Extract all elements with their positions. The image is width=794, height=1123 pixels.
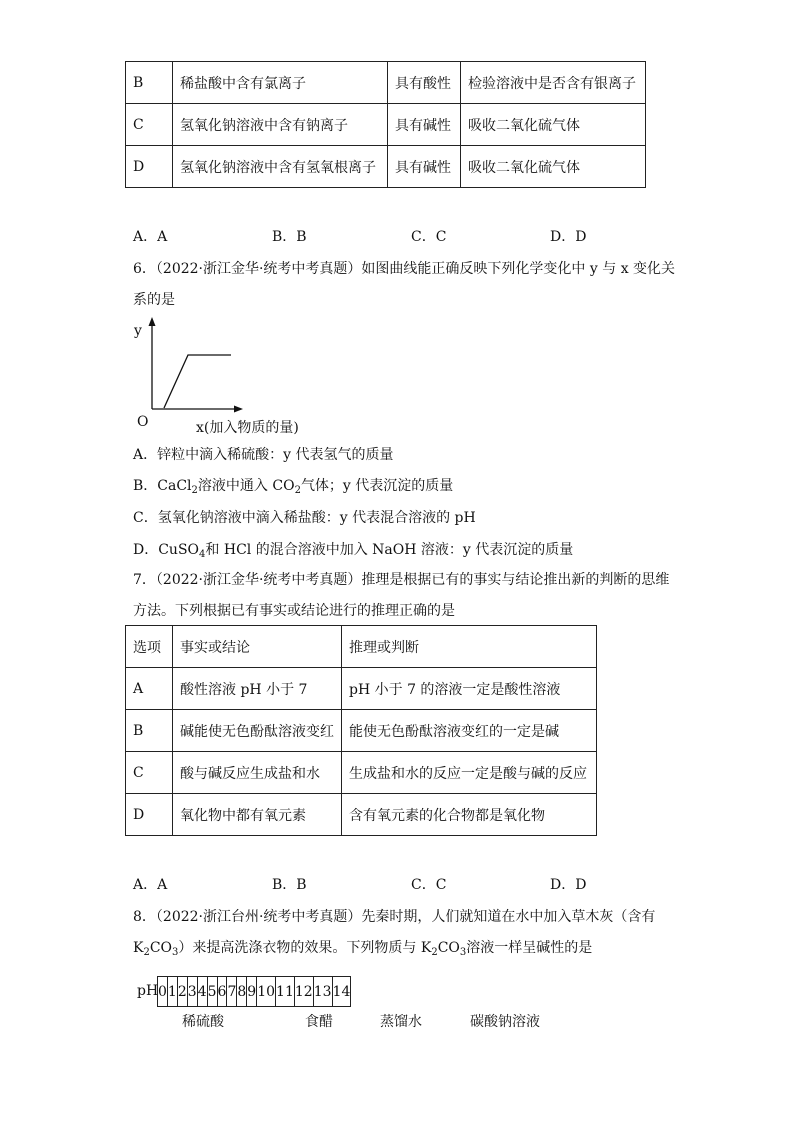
ph-cell: 9 xyxy=(247,977,257,1007)
ph-scale-table xyxy=(157,976,351,1007)
ph-cell: 5 xyxy=(207,977,217,1007)
q6-choice-d-text: D．CuSO xyxy=(133,542,200,558)
ph-cell: 11 xyxy=(276,977,295,1007)
ph-cell: 13 xyxy=(313,977,332,1007)
q7-cell-opt: A xyxy=(126,668,173,710)
ph-cell: 0 xyxy=(158,977,168,1007)
q7-cell-inference: 含有氧元素的化合物都是氧化物 xyxy=(342,794,597,836)
ph-cell: 6 xyxy=(217,977,227,1007)
q6-choice-b-text: B．CaCl xyxy=(133,478,192,494)
q5-option-d[interactable]: D．D xyxy=(550,229,587,245)
q5-option-c[interactable]: C．C xyxy=(411,229,447,245)
q7-stem-line1: 7．（2022·浙江金华·统考中考真题）推理是根据已有的事实与结论推出新的判断的思维 xyxy=(133,572,670,588)
subscript: 3 xyxy=(459,947,467,958)
q6-graph xyxy=(128,312,318,437)
ph-annotation-distilled-water: 蒸馏水 xyxy=(380,1014,422,1030)
q7-cell-opt: D xyxy=(126,794,173,836)
q5-cell-fact: 氢氧化钠溶液中含有钠离子 xyxy=(173,104,388,146)
y-axis-arrow-icon xyxy=(149,317,156,326)
subscript: 2 xyxy=(143,947,150,958)
ph-annotation-sodium-carbonate: 碳酸钠溶液 xyxy=(470,1014,540,1030)
q5-cell-use: 检验溶液中是否含有银离子 xyxy=(461,62,646,104)
ph-cell: 3 xyxy=(187,977,197,1007)
q6-stem-line2: 系的是 xyxy=(133,292,175,308)
subscript: 2 xyxy=(191,485,198,496)
q7-cell-fact: 酸与碱反应生成盐和水 xyxy=(173,752,342,794)
q8-stem-text: ）来提高洗涤衣物的效果。下列物质与 K xyxy=(178,940,432,956)
q5-table xyxy=(125,61,646,188)
ph-annotation-vinegar: 食醋 xyxy=(305,1014,333,1030)
q8-stem-line2 xyxy=(133,937,592,957)
q6-choice-d-text: 和 HCl 的混合溶液中加入 NaOH 溶液：y 代表沉淀的质量 xyxy=(205,542,574,558)
q5-cell-opt: D xyxy=(126,146,173,188)
ph-scale-row xyxy=(158,977,351,1007)
q7-header-fact: 事实或结论 xyxy=(173,626,342,668)
table-row xyxy=(126,752,597,794)
ph-cell: 4 xyxy=(197,977,207,1007)
q8-stem-text: K xyxy=(133,940,144,956)
subscript: 4 xyxy=(199,549,206,560)
table-row xyxy=(126,104,646,146)
q5-cell-opt: B xyxy=(126,62,173,104)
graph-y-label: y xyxy=(134,323,142,339)
x-axis-arrow-icon xyxy=(234,406,243,413)
table-header-row xyxy=(126,626,597,668)
q5-option-b[interactable]: B．B xyxy=(272,229,307,245)
q7-cell-opt: C xyxy=(126,752,173,794)
q7-header-opt: 选项 xyxy=(126,626,173,668)
q5-cell-fact: 氢氧化钠溶液中含有氢氧根离子 xyxy=(173,146,388,188)
subscript: 2 xyxy=(294,485,301,496)
table-row xyxy=(126,146,646,188)
q7-cell-inference: 能使无色酚酞溶液变红的一定是碱 xyxy=(342,710,597,752)
q8-stem-text: CO xyxy=(437,940,460,956)
q7-stem-line2: 方法。下列根据已有事实或结论进行的推理正确的是 xyxy=(133,603,455,619)
subscript: 2 xyxy=(431,947,438,958)
graph-x-label: x(加入物质的量) xyxy=(196,420,299,436)
q7-cell-opt: B xyxy=(126,710,173,752)
q5-cell-use: 吸收二氧化硫气体 xyxy=(461,104,646,146)
q7-option-a[interactable]: A．A xyxy=(133,877,168,893)
q7-header-inference: 推理或判断 xyxy=(342,626,597,668)
q7-option-c[interactable]: C．C xyxy=(411,877,447,893)
q5-answer-options xyxy=(133,226,693,246)
q5-option-a[interactable]: A．A xyxy=(133,229,168,245)
ph-cell: 7 xyxy=(227,977,237,1007)
table-row xyxy=(126,62,646,104)
table-row xyxy=(126,794,597,836)
q7-cell-inference: pH 小于 7 的溶液一定是酸性溶液 xyxy=(342,668,597,710)
ph-cell: 12 xyxy=(294,977,313,1007)
q7-cell-fact: 碱能使无色酚酞溶液变红 xyxy=(173,710,342,752)
q7-cell-fact: 氧化物中都有氧元素 xyxy=(173,794,342,836)
q8-stem-line1: 8．（2022·浙江台州·统考中考真题）先秦时期，人们就知道在水中加入草木灰（含有 xyxy=(133,909,656,925)
graph-curve xyxy=(164,355,231,408)
ph-cell: 8 xyxy=(237,977,247,1007)
q7-option-b[interactable]: B．B xyxy=(272,877,307,893)
q6-choice-c[interactable]: C．氢氧化钠溶液中滴入稀盐酸：y 代表混合溶液的 pH xyxy=(133,510,476,526)
q7-answer-options xyxy=(133,874,693,894)
q5-cell-fact: 稀盐酸中含有氯离子 xyxy=(173,62,388,104)
ph-cell: 10 xyxy=(257,977,276,1007)
q6-choice-b[interactable] xyxy=(133,475,453,495)
q6-stem-line1: 6．（2022·浙江金华·统考中考真题）如图曲线能正确反映下列化学变化中 y 与 x 变化关 xyxy=(133,261,676,277)
q7-cell-inference: 生成盐和水的反应一定是酸与碱的反应 xyxy=(342,752,597,794)
q5-cell-property: 具有碱性 xyxy=(388,104,461,146)
q5-cell-property: 具有酸性 xyxy=(388,62,461,104)
q5-cell-use: 吸收二氧化硫气体 xyxy=(461,146,646,188)
q6-choice-a[interactable]: A．锌粒中滴入稀硫酸：y 代表氢气的质量 xyxy=(133,447,394,463)
q7-table xyxy=(125,625,597,836)
table-row xyxy=(126,710,597,752)
ph-cell: 14 xyxy=(332,977,351,1007)
ph-cell: 1 xyxy=(167,977,177,1007)
q7-option-d[interactable]: D．D xyxy=(550,877,587,893)
q6-choice-d[interactable] xyxy=(133,539,573,559)
subscript: 3 xyxy=(172,947,179,958)
ph-annotation-dilute-sulfuric-acid: 稀硫酸 xyxy=(182,1014,224,1030)
table-row xyxy=(126,668,597,710)
ph-cell: 2 xyxy=(177,977,187,1007)
q8-stem-text: 溶液一样呈碱性的是 xyxy=(466,940,593,956)
q5-cell-property: 具有碱性 xyxy=(388,146,461,188)
graph-origin-label: O xyxy=(137,414,149,430)
q6-choice-b-text: 气体；y 代表沉淀的质量 xyxy=(300,478,454,494)
q7-cell-fact: 酸性溶液 pH 小于 7 xyxy=(173,668,342,710)
ph-label: pH xyxy=(137,983,159,999)
q8-stem-text: CO xyxy=(149,940,173,956)
q5-cell-opt: C xyxy=(126,104,173,146)
q6-choice-b-text: 溶液中通入 CO xyxy=(197,478,295,494)
